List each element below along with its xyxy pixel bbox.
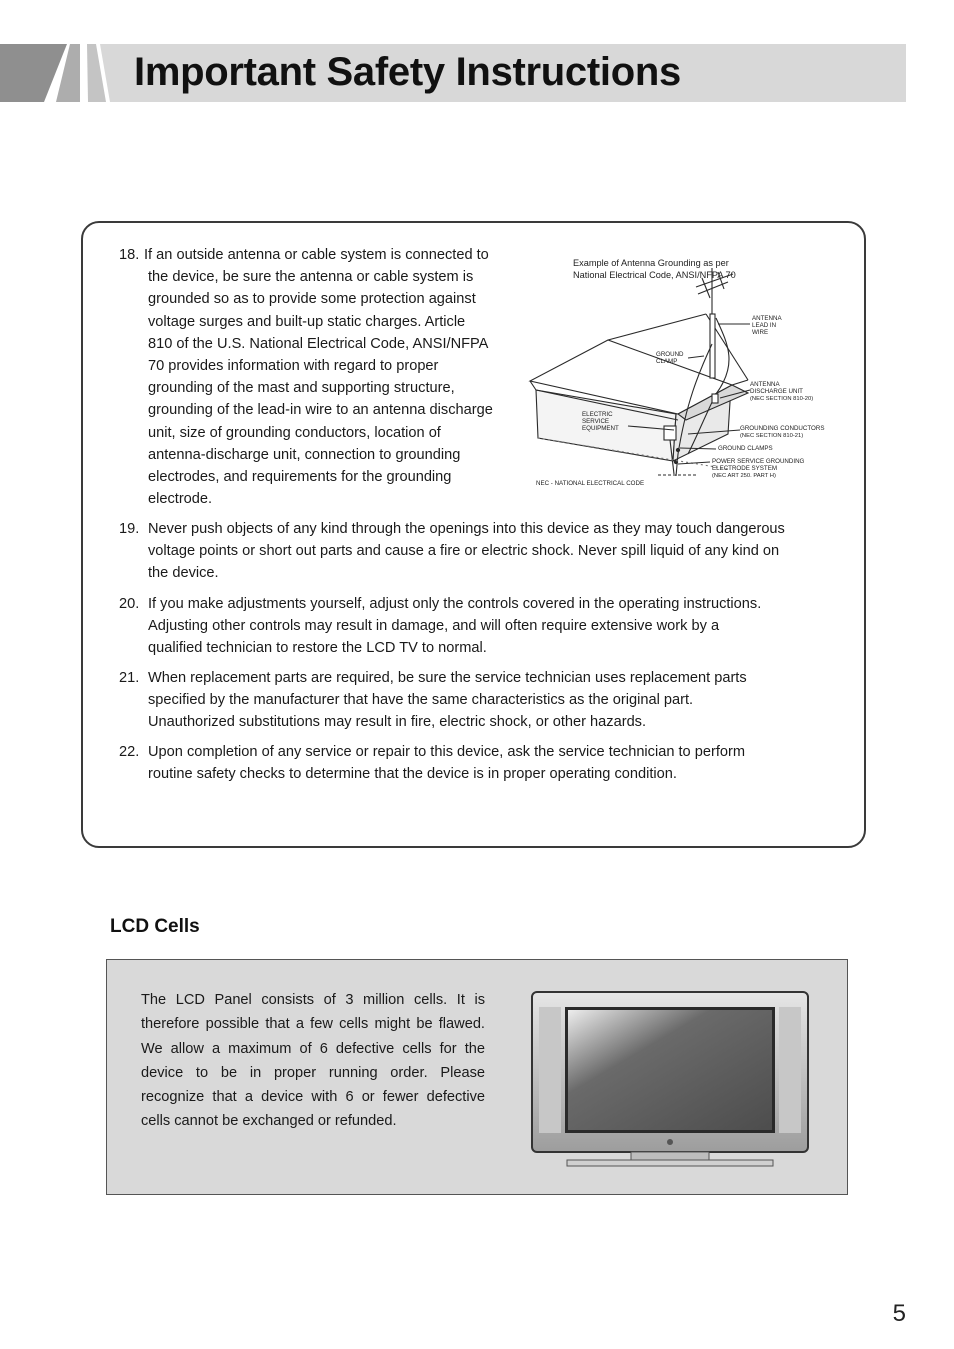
- item-number: 21.: [119, 670, 140, 686]
- label-antenna-discharge-1: ANTENNA: [750, 381, 780, 388]
- label-nec-note: NEC - NATIONAL ELECTRICAL CODE: [536, 480, 645, 487]
- item-line: Adjusting other controls may result in damage, and will often require extensive work by a: [148, 618, 720, 635]
- item-line: electrode.: [148, 491, 213, 508]
- item-line: If you make adjustments yourself, adjust only the controls covered in the operating instructions.: [148, 596, 762, 612]
- label-grounding-conductors-2: (NEC SECTION 810-21): [740, 433, 804, 439]
- item-line: Never push objects of any kind through the openings into this device as they may touch dangerous: [148, 521, 785, 537]
- label-ground: GROUND: [656, 351, 684, 358]
- item-number: 19.: [119, 521, 140, 537]
- item-line: qualified technician to restore the LCD TV to normal.: [148, 640, 487, 657]
- label-grounding-conductors-1: GROUNDING CONDUCTORS: [740, 425, 825, 432]
- label-electric: ELECTRIC: [582, 411, 613, 418]
- item-line: antenna-discharge unit, connection to grounding: [148, 446, 461, 463]
- header-banner: [0, 44, 906, 102]
- item-line: voltage surges and built-up static charges. Article: [148, 313, 466, 330]
- item-line: the device, be sure the antenna or cable system is: [148, 269, 474, 286]
- item-line: 810 of the U.S. National Electrical Code, ANSI/NFPA: [148, 335, 489, 352]
- item-line: 70 provides information with regard to proper: [148, 358, 439, 374]
- diagram-caption-line2: National Electrical Code, ANSI/NFPA 70: [573, 270, 736, 280]
- item-line: If an outside antenna or cable system is connected to: [144, 247, 489, 263]
- label-antenna-discharge-3: (NEC SECTION 810-20): [750, 396, 814, 402]
- item-number: 20.: [119, 596, 140, 612]
- item-line: grounding of the lead-in wire to an antenna discharge: [148, 402, 493, 419]
- label-service: SERVICE: [582, 418, 610, 425]
- safety-item-20: [119, 593, 849, 660]
- item-line: unit, size of grounding conductors, location of: [148, 424, 441, 441]
- label-wire: WIRE: [752, 329, 769, 336]
- diagram-caption-line1: Example of Antenna Grounding as per: [573, 258, 729, 268]
- label-equipment: EQUIPMENT: [582, 425, 619, 432]
- lcd-cells-body: The LCD Panel consists of 3 million cells. It is therefore possible that a few cells might be flawed. We allow a maximum of 6 defective cells for the device to be in proper running order. Please recognize that a device with 6 or fewer defective cells cannot be exchanged or refunded.: [141, 992, 485, 1130]
- label-ground-clamps: GROUND CLAMPS: [718, 445, 773, 452]
- item-line: specified by the manufacturer that have the same characteristics as the original part.: [148, 692, 694, 709]
- label-power-service-1: POWER SERVICE GROUNDING: [712, 458, 805, 465]
- item-number: 22.: [119, 744, 140, 760]
- label-antenna-discharge-2: DISCHARGE UNIT: [750, 388, 803, 395]
- antenna-grounding-diagram: [528, 254, 838, 490]
- safety-item-21: [119, 667, 849, 734]
- page-title: Important Safety Instructions: [134, 50, 681, 94]
- label-clamp: CLAMP: [656, 358, 678, 365]
- item-number: 18.: [119, 247, 140, 263]
- label-power-service-3: (NEC ART 250. PART H): [712, 473, 776, 479]
- safety-item-19: [119, 518, 849, 585]
- item-line: voltage points or short out parts and cause a fire or electric shock. Never spill liquid of any kind on: [148, 543, 780, 560]
- item-line: Upon completion of any service or repair to this device, ask the service technician to perform: [148, 744, 746, 760]
- item-line: electrodes, and requirements for the grounding: [148, 469, 452, 486]
- label-lead-in: LEAD IN: [752, 322, 777, 329]
- safety-item-22: [119, 741, 849, 785]
- label-antenna: ANTENNA: [752, 315, 782, 322]
- page-number: 5: [892, 1300, 906, 1327]
- item-line: the device.: [148, 565, 219, 582]
- lcd-tv-illustration: [531, 991, 809, 1169]
- section-heading-lcd-cells: LCD Cells: [110, 916, 200, 937]
- item-line: grounded so as to provide some protection against: [148, 291, 476, 308]
- item-line: routine safety checks to determine that the device is in proper operating condition.: [148, 766, 677, 783]
- item-line: Unauthorized substitutions may result in fire, electric shock, or other hazards.: [148, 714, 647, 731]
- item-line: When replacement parts are required, be sure the service technician uses replacement parts: [148, 670, 747, 686]
- house-drawing: [530, 268, 750, 476]
- label-power-service-2: ELECTRODE SYSTEM: [712, 465, 777, 472]
- item-line: grounding of the mast and supporting structure,: [148, 380, 455, 397]
